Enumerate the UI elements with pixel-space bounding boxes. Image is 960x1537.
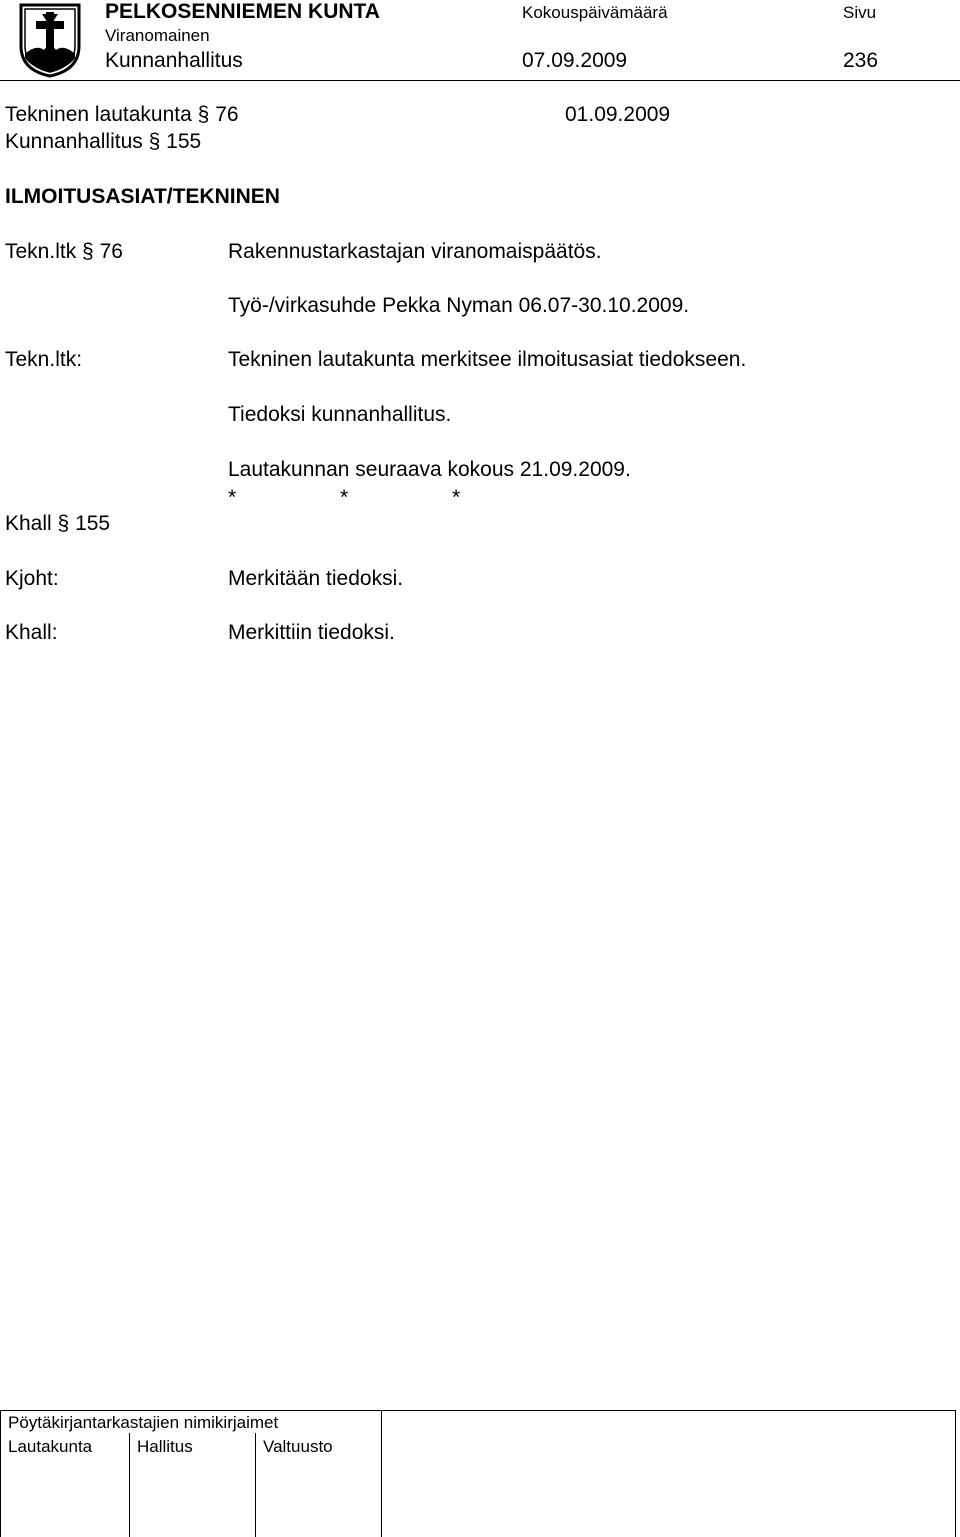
kjoht-text: Merkitään tiedoksi. [228, 567, 404, 590]
khall-decision: Merkittiin tiedoksi. [228, 621, 395, 644]
committee-ref [5, 103, 239, 127]
section-symbol: § [57, 512, 70, 535]
authority-label: Viranomainen [105, 26, 210, 45]
khall-number: 155 [75, 512, 111, 535]
page-number: 236 [843, 49, 879, 72]
header-rule [0, 80, 960, 81]
footer-col-hallitus: Hallitus [137, 1437, 193, 1456]
kjoht-label: Kjoht: [5, 567, 59, 590]
section-symbol: § [197, 103, 210, 126]
committee-name: Tekninen lautakunta [5, 103, 192, 126]
khall-ref [5, 512, 110, 536]
separator-star: * [340, 486, 349, 509]
footer-divider [0, 1410, 1, 1537]
inform-text: Tiedoksi kunnanhallitus. [228, 403, 452, 426]
tekn-number: 76 [99, 240, 123, 263]
board-name: Kunnanhallitus [5, 130, 143, 153]
footer-divider [255, 1433, 256, 1537]
board-section: 155 [166, 130, 202, 153]
tekn-label: Tekn.ltk [5, 240, 77, 263]
footer-divider [955, 1410, 956, 1537]
decision-title: Rakennustarkastajan viranomaispäätös. [228, 240, 602, 263]
footer-top-rule [0, 1410, 956, 1411]
page-label: Sivu [843, 3, 877, 22]
khall-decision-label: Khall: [5, 621, 58, 644]
meeting-date: 07.09.2009 [522, 49, 628, 72]
decision-detail: Työ-/virkasuhde Pekka Nyman 06.07-30.10.2009. [228, 294, 690, 317]
footer-col-valtuusto: Valtuusto [263, 1437, 333, 1456]
coat-of-arms-icon [18, 2, 82, 78]
separator-star: * [452, 486, 461, 509]
section-symbol: § [82, 240, 94, 263]
tekn-decision: Tekninen lautakunta merkitsee ilmoitusasiat tiedokseen. [228, 348, 747, 371]
footer-col-lautakunta: Lautakunta [8, 1437, 93, 1456]
khall-label: Khall [5, 512, 52, 535]
next-meeting: Lautakunnan seuraava kokous 21.09.2009. [228, 458, 631, 481]
section-symbol: § [148, 130, 161, 153]
date-label: Kokouspäivämäärä [522, 3, 668, 22]
tekn-decision-label: Tekn.ltk: [5, 348, 83, 371]
signatures-label: Pöytäkirjantarkastajien nimikirjaimet [8, 1413, 279, 1432]
board-ref [5, 130, 201, 154]
org-name: PELKOSENNIEMEN KUNTA [105, 0, 380, 23]
committee-section: 76 [215, 103, 239, 126]
committee-date: 01.09.2009 [565, 103, 671, 126]
separator-star: * [228, 486, 237, 509]
authority: Kunnanhallitus [105, 49, 243, 72]
tekn-ref [5, 240, 123, 264]
footer-divider [129, 1433, 130, 1537]
page-title: ILMOITUSASIAT/TEKNINEN [5, 185, 280, 208]
footer-divider [381, 1410, 382, 1537]
